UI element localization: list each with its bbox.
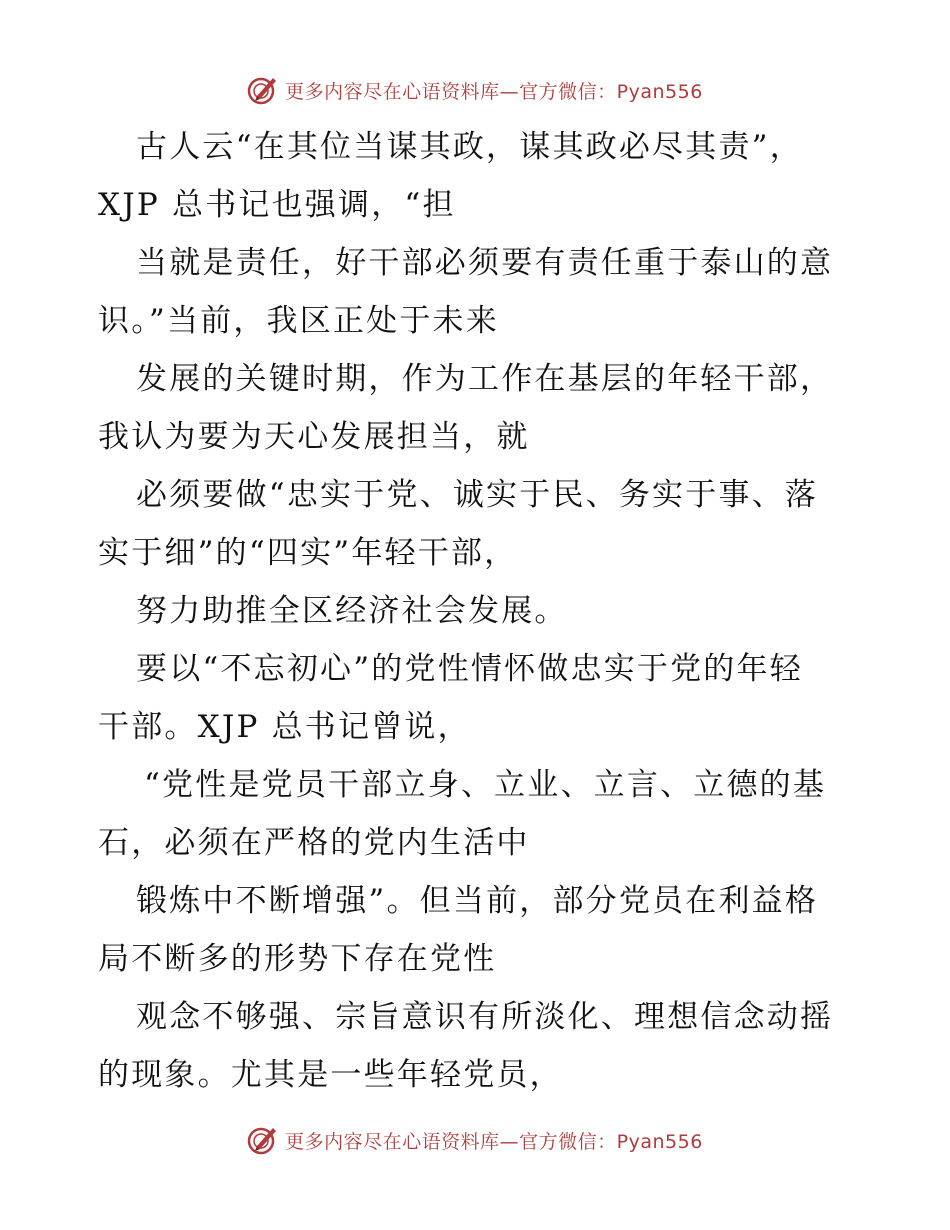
text-line: “党性是党员干部立身、立业、立言、立德的基 [144,767,827,803]
text-line: 古人云“在其位当谋其政，谋其政必尽其责”， [136,129,803,165]
pen-logo-icon [247,1124,279,1156]
watermark-wechat: 官方微信：Pyan556 [519,80,703,103]
text-line: 努力助推全区经济社会发展。 [136,593,568,629]
header-watermark [0,70,950,110]
text-line: 我认为要为天心发展担当，就 [98,419,530,455]
watermark-site: 更多内容尽在心语资料库 [285,80,500,103]
watermark-text [285,1127,703,1154]
text-line: 实于细”的“四实”年轻干部， [98,535,518,571]
text-line: XJP 总书记也强调，“担 [98,187,456,223]
text-line: 当就是责任，好干部必须要有责任重于泰山的意 [136,245,834,281]
pen-logo-icon [247,74,279,106]
text-line: 局不断多的形势下存在党性 [98,941,497,977]
text-line: 观念不够强、宗旨意识有所淡化、理想信念动摇 [136,999,834,1035]
footer-watermark [0,1120,950,1160]
text-line: 石，必须在严格的党内生活中 [98,825,530,861]
document-body [98,118,858,1104]
text-line: 发展的关键时期，作为工作在基层的年轻干部， [136,361,834,397]
text-line: 要以“不忘初心”的党性情怀做忠实于党的年轻 [136,651,803,687]
text-line: 识。”当前，我区正处于未来 [98,303,499,339]
watermark-separator: — [499,1130,520,1153]
text-line: 干部。XJP 总书记曾说， [98,709,471,745]
text-line: 的现象。尤其是一些年轻党员， [98,1057,563,1093]
text-line: 锻炼中不断增强”。但当前，部分党员在利益格 [136,883,819,919]
watermark-text [285,77,703,104]
text-line: 必须要做“忠实于党、诚实于民、务实于事、落 [136,477,819,513]
watermark-separator: — [499,80,520,103]
watermark-site: 更多内容尽在心语资料库 [285,1130,500,1153]
watermark-wechat: 官方微信：Pyan556 [519,1130,703,1153]
